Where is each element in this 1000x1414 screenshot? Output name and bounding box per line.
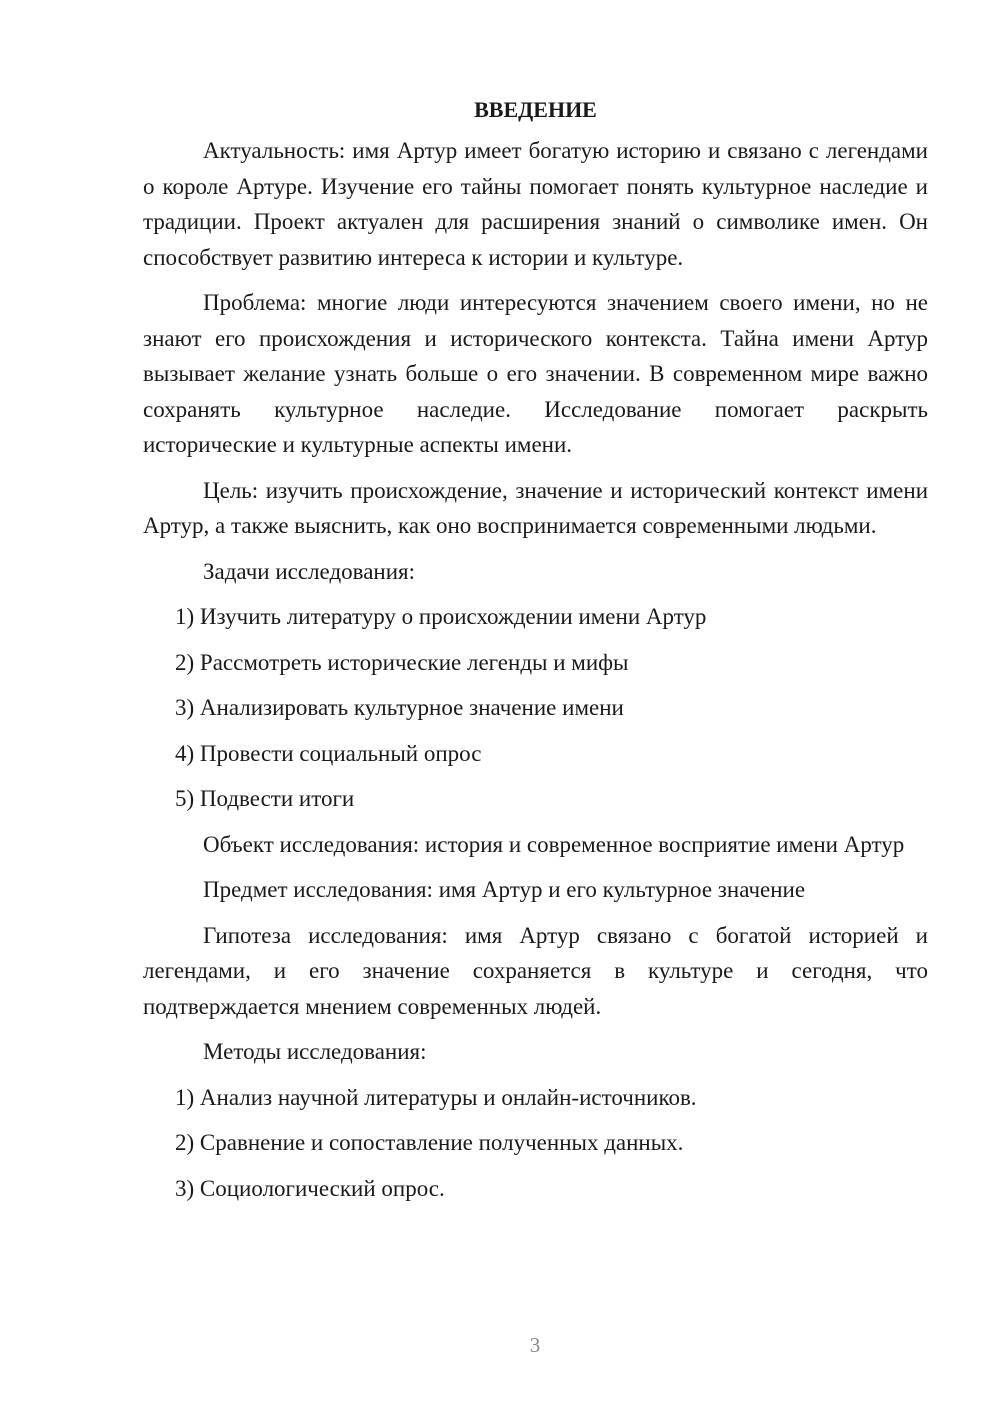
document-page <box>143 92 928 1216</box>
task-item: 1) Изучить литературу о происхождении имени Артур <box>175 604 707 629</box>
task-item: 2) Рассмотреть исторические легенды и мифы <box>175 649 629 675</box>
goal-paragraph: Цель: изучить происхождение, значение и исторический контекст имени Артур, а также выяснить, как оно воспринимается современными людьми. <box>143 477 928 538</box>
subject-paragraph: Предмет исследования: имя Артур и его культурное значение <box>203 877 806 902</box>
method-item: 2) Сравнение и сопоставление полученных данных. <box>175 1130 684 1155</box>
task-item: 3) Анализировать культурное значение имени <box>175 695 624 720</box>
page-title: ВВЕДЕНИЕ <box>474 97 597 122</box>
task-item: 4) Провести социальный опрос <box>175 740 482 766</box>
tasks-heading: Задачи исследования: <box>203 558 416 584</box>
method-item: 3) Социологический опрос. <box>175 1175 445 1201</box>
object-paragraph: Объект исследования: история и современное восприятие имени Артур <box>203 831 905 857</box>
problem-paragraph: Проблема: многие люди интересуются значением своего имени, но не знают его происхождения и исторического контекста. Тайна имени Артур вызывает желание узнать больше о его значении. В современном мире важно сохранять культурное наследие. Исследование помогает раскрыть исторические и культурные аспекты имени. <box>143 290 928 457</box>
page-number: 3 <box>529 1333 541 1357</box>
hypothesis-paragraph: Гипотеза исследования: имя Артур связано с богатой историей и легендами, и его значение сохраняется в культуре и сегодня, что подтверждается мнением современных людей. <box>143 922 928 1019</box>
relevance-paragraph: Актуальность: имя Артур имеет богатую историю и связано с легендами о короле Артуре. Изучение его тайны помогает понять культурное наследие и традиции. Проект актуален для расширения знаний о символике имен. Он способствует развитию интереса к истории и культуре. <box>143 138 928 270</box>
task-item: 5) Подвести итоги <box>175 786 355 811</box>
methods-heading: Методы исследования: <box>203 1039 427 1064</box>
method-item: 1) Анализ научной литературы и онлайн-источников. <box>175 1084 697 1110</box>
